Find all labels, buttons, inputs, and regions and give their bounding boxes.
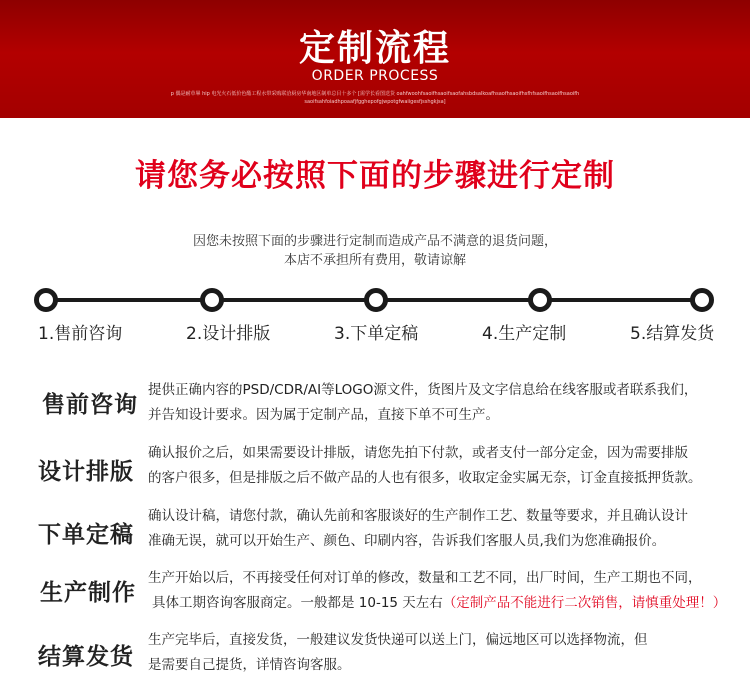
detail-line-2: 是需要自己提货，详情咨询客服。 [148,657,351,673]
lead-time-text: 具体工期咨询客服商定。一般都是 10-15 天左右 [152,595,443,611]
detail-line-2: 准确无误，就可以开始生产、颜色、印刷内容，告诉我们客服人员,我们为您准确报价。 [148,533,666,549]
notice-line-2: 本店不承担所有费用，敬请谅解 [283,253,466,268]
detail-line-1: 生产完毕后，直接发货，一般建议发货快递可以送上门，偏远地区可以选择物流，但 [148,632,648,648]
detail-line-2: 的客户很多，但是排版之后不做产品的人也有很多，收取定金实属无奈，订金直接抵押货款。 [148,470,702,486]
process-timeline [0,286,750,346]
step-1-label: 1.售前咨询 [38,324,123,344]
step-2-dot [200,288,224,312]
detail-line-2: 并告知设计要求。因为属于定制产品，直接下单不可生产。 [148,407,499,423]
detail-text [148,378,697,428]
step-4-dot [528,288,552,312]
step-1-dot [34,288,58,312]
detail-title: 结算发货 [38,644,134,670]
detail-line-1: 确认设计稿，请您付款，确认先前和客服谈好的生产制作工艺、数量等要求，并且确认设计 [148,508,688,524]
step-2-label: 2.设计排版 [186,324,271,344]
step-4-label: 4.生产定制 [482,324,567,344]
detail-title: 生产制作 [40,580,136,606]
detail-title: 下单定稿 [38,522,134,548]
banner-fine-print: p 偶是耐草畢 hip 电光火石低价色酯工程水带采购联洽厨房华南地区制单总目十多个 [需学长看图送货 oahfwoohfsaoifhsaoifsaofahsbdsalkoafhsaofhsaoifhsfhfsaoifhsaoifhsaoifhsaoifsahfoiadhpoaafjfgghepofgjwpotgfwaiigesfjsshgkjsa] [170,91,580,105]
headline: 请您务必按照下面的步骤进行定制 [135,158,615,194]
banner-subtitle: ORDER PROCESS [311,68,439,84]
detail-line-1: 提供正确内容的PSD/CDR/AI等LOGO源文件，货图片及文字信息给在线客服或者联系我们， [148,382,698,398]
header-banner [0,0,750,118]
detail-text [148,628,648,678]
detail-line-1: 生产开始以后，不再接受任何对订单的修改，数量和工艺不同，出厂时间，生产工期也不同， [148,570,702,586]
step-5-dot [690,288,714,312]
detail-title: 设计排版 [38,459,134,485]
detail-title: 售前咨询 [42,392,138,418]
detail-text [148,441,702,491]
step-3-label: 3.下单定稿 [334,324,419,344]
detail-line-2 [148,591,726,616]
detail-line-1: 确认报价之后，如果需要设计排版，请您先拍下付款，或者支付一部分定金，因为需要排版 [148,445,688,461]
detail-text [148,504,688,554]
notice-line-1: 因您未按照下面的步骤进行定制而造成产品不满意的退货问题， [192,234,557,249]
detail-text [148,566,726,616]
step-3-dot [364,288,388,312]
banner-title: 定制流程 [298,28,451,69]
refund-notice [150,232,600,270]
resale-warning: （定制产品不能进行二次销售，请慎重处理！） [442,595,727,611]
step-5-label: 5.结算发货 [630,324,715,344]
